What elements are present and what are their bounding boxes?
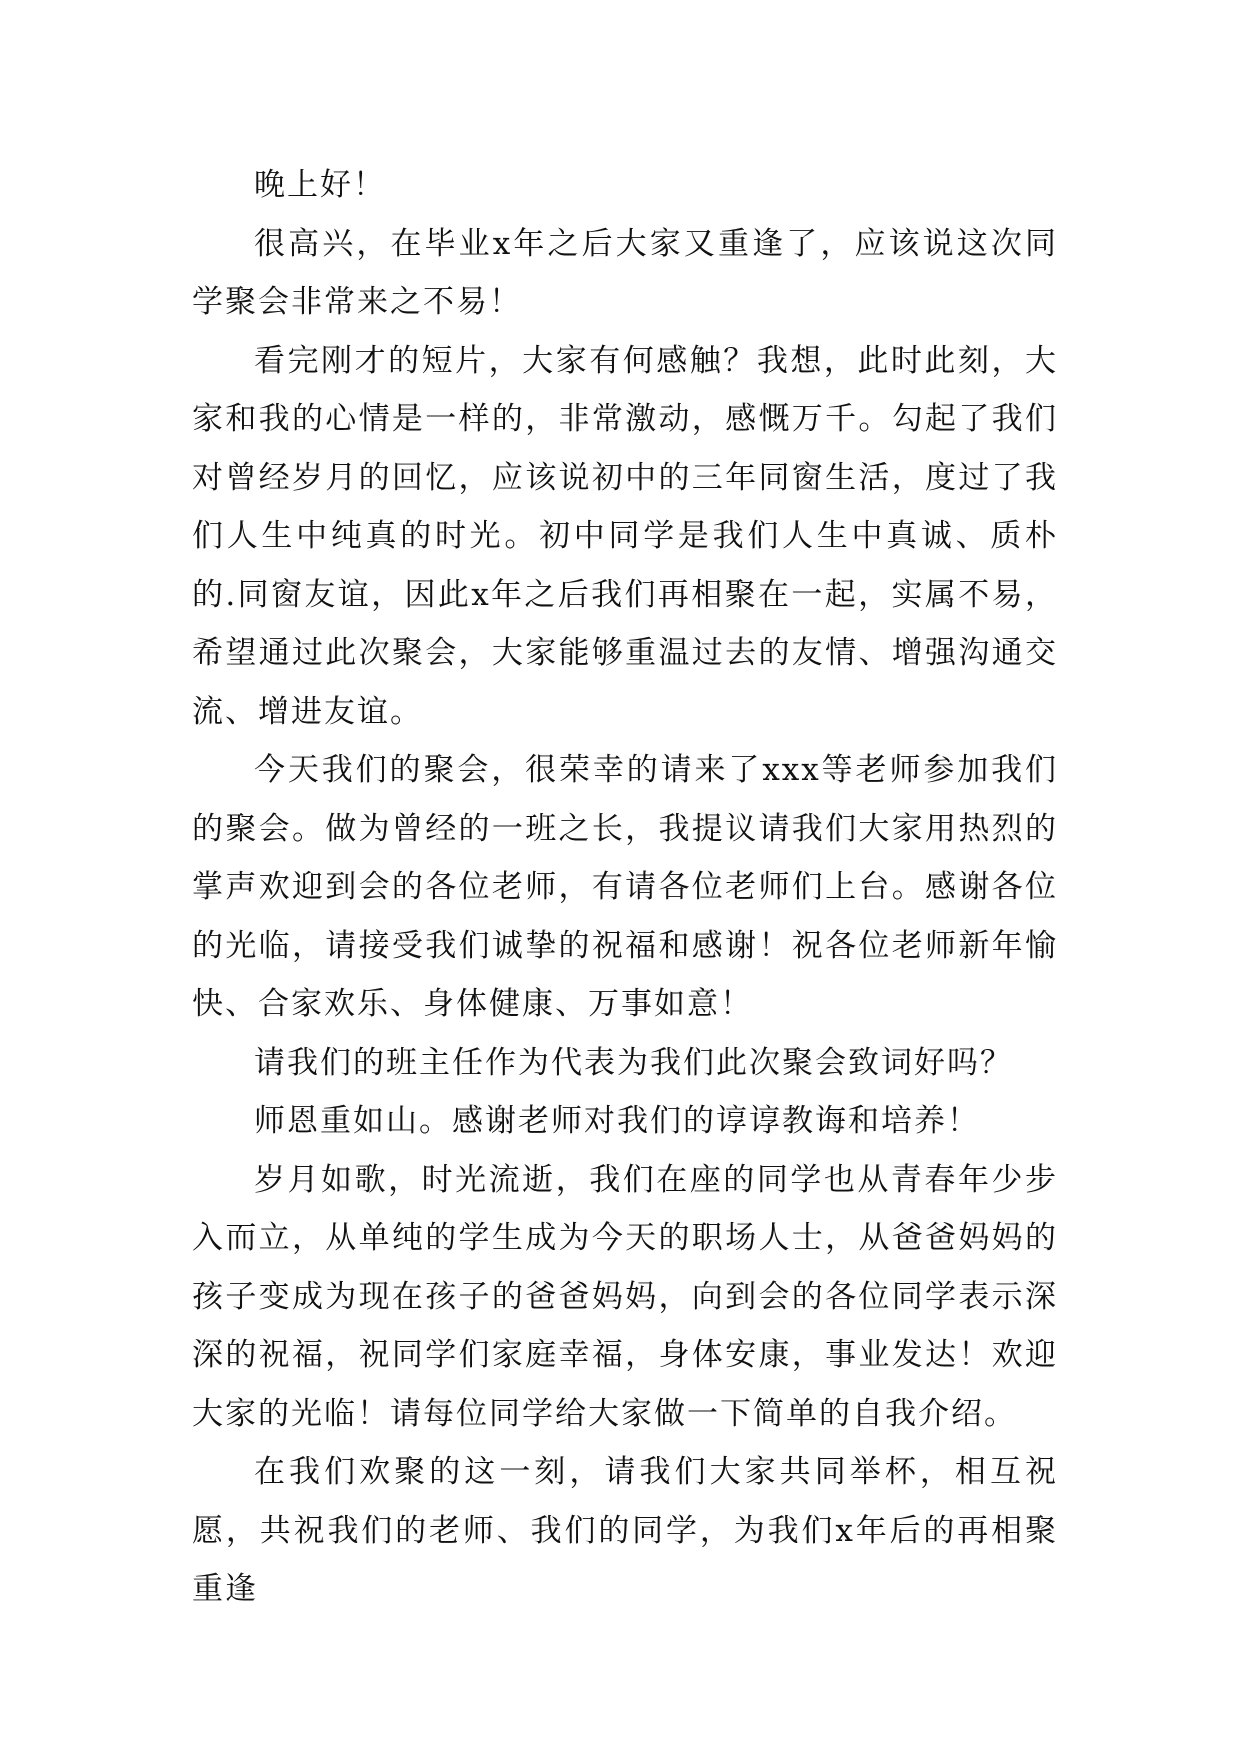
paragraph-head-teacher: 请我们的班主任作为代表为我们此次聚会致词好吗？ (254, 1044, 1013, 1081)
paragraph-years: 岁月如歌，时光流逝，我们在座的同学也从青春年少步入而立，从单纯的学生成为今天的职场人士，从爸爸妈妈的孩子变成为现在孩子的爸爸妈妈，向到会的各位同学表示深深的祝福，祝同学们家庭幸福，身体安康，事业发达！欢迎大家的光临！请每位同学给大家做一下简单的自我介绍。 (192, 1161, 1058, 1432)
paragraph-toast: 在我们欢聚的这一刻，请我们大家共同举杯，相互祝愿，共祝我们的老师、我们的同学，为我们x年后的再相聚重逢 (192, 1454, 1058, 1607)
paragraph-teachers: 今天我们的聚会，很荣幸的请来了xxx等老师参加我们的聚会。做为曾经的一班之长，我提议请我们大家用热烈的掌声欢迎到会的各位老师，有请各位老师们上台。感谢各位的光临，请接受我们诚挚的祝福和感谢！祝各位老师新年愉快、合家欢乐、身体健康、万事如意！ (192, 752, 1058, 1022)
document-body (192, 156, 1058, 1619)
paragraph-greeting: 晚上好！ (254, 167, 386, 203)
paragraph-gratitude: 师恩重如山。感谢老师对我们的谆谆教诲和培养！ (254, 1103, 980, 1139)
paragraph-memories: 看完刚才的短片，大家有何感触？我想，此时此刻，大家和我的心情是一样的，非常激动，感慨万千。勾起了我们对曾经岁月的回忆，应该说初中的三年同窗生活，度过了我们人生中纯真的时光。初中同学是我们人生中真诚、质朴的.同窗友谊，因此x年之后我们再相聚在一起，实属不易，希望通过此次聚会，大家能够重温过去的友情、增强沟通交流、增进友谊。 (192, 342, 1058, 730)
paragraph-reunion: 很高兴，在毕业x年之后大家又重逢了，应该说这次同学聚会非常来之不易！ (192, 225, 1058, 320)
